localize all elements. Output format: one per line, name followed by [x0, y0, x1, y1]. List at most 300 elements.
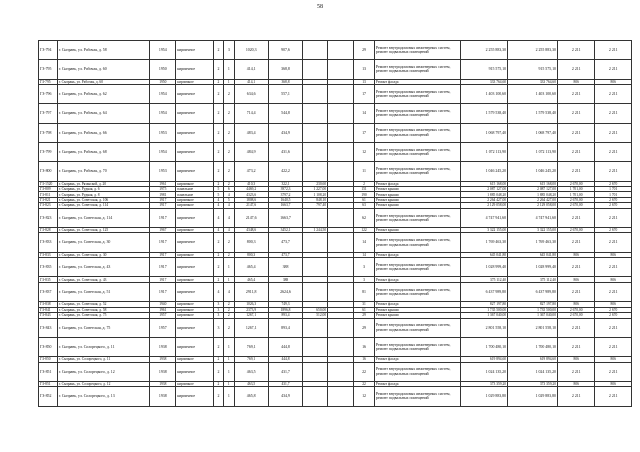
total-area-cell: 634,6	[234, 85, 268, 104]
material-cell: кирпичное	[176, 123, 213, 142]
unit-rate-cell: 2 211	[558, 337, 595, 356]
material-cell: кирпичное	[176, 181, 213, 186]
floors-cell: 2	[213, 362, 223, 381]
unit-rate-limit-cell: 2 211	[595, 208, 632, 227]
work-type-cell: Ремонт фасада	[374, 381, 460, 386]
table-row	[39, 258, 632, 277]
building-id-cell: ГЗ-799	[39, 142, 58, 161]
material-cell: панельное	[176, 192, 213, 197]
building-id-cell: ГЗ-794	[39, 41, 58, 60]
material-cell: кирпичное	[176, 142, 213, 161]
floors-cell: 4	[213, 197, 223, 202]
cost-cell: 827 197,80	[461, 302, 508, 307]
work-type-cell: Ремонт крыши	[374, 228, 460, 233]
living-area-cell: 473,7	[268, 233, 302, 252]
living-area-cell: 1663,7	[268, 208, 302, 227]
building-id-cell: ГЗ-835	[39, 258, 58, 277]
unit-rate-limit-cell: 806	[595, 277, 632, 282]
living-area-cell: 444,8	[268, 337, 302, 356]
living-area-cell: 368,8	[268, 79, 302, 84]
cost-cell: 3 322 155,00	[461, 228, 508, 233]
cost-total-cell: 2 264 427,00	[508, 197, 558, 202]
unit-rate-limit-cell: 806	[595, 381, 632, 386]
building-id-cell: ГЗ-851	[39, 381, 58, 386]
cost-total-cell: 1 024 135,20	[508, 362, 558, 381]
table-row	[39, 233, 632, 252]
work-type-cell: Ремонт внутридомовых инженерных систем, ремонт подвальных помещений	[374, 85, 460, 104]
residents-cell: 11	[354, 162, 375, 181]
roof-area-cell: 230,60	[303, 181, 328, 186]
living-area-cell: 473,7	[268, 252, 302, 257]
living-area-cell: 3972,3	[268, 186, 302, 191]
building-id-cell: ГЗ-850	[39, 357, 58, 362]
roof-area-cell	[303, 41, 328, 60]
floors-cell: 4	[213, 228, 223, 233]
material-cell: кирпичное	[176, 282, 213, 301]
unit-rate-cell: 806	[558, 302, 595, 307]
total-area-cell: 4323,6	[234, 192, 268, 197]
work-type-cell: Ремонт фасада	[374, 277, 460, 282]
entrances-cell: 2	[224, 181, 234, 186]
extra-cell	[328, 85, 354, 104]
work-type-cell: Ремонт внутридомовых инженерных систем, ремонт подвальных помещений	[374, 387, 460, 406]
living-area-cell: 434,9	[268, 387, 302, 406]
address-cell: г. Сызрань, ул. Рудная, д. 6	[57, 186, 150, 191]
material-cell: кирпичное	[176, 387, 213, 406]
floors-cell: 2	[213, 162, 223, 181]
year-cell: 1917	[150, 203, 176, 208]
address-cell: г. Сызрань, ул. Советская, д. 114	[57, 203, 150, 208]
cost-cell: 1 700 480,10	[461, 337, 508, 356]
unit-rate-limit-cell: 2 670	[595, 203, 632, 208]
unit-rate-limit-cell: 1 701	[595, 186, 632, 191]
cost-total-cell: 1 403 100,60	[508, 85, 558, 104]
unit-rate-cell: 2 670,00	[558, 203, 595, 208]
address-cell: г. Сызрань, ул. Советская, д. 30	[57, 252, 150, 257]
unit-rate-limit-cell: 2 211	[595, 104, 632, 123]
living-area-cell: 544,8	[268, 104, 302, 123]
residents-cell: 17	[354, 123, 375, 142]
table-body	[39, 41, 632, 407]
cost-cell: 1 029 883,80	[461, 387, 508, 406]
work-type-cell: Ремонт внутридомовых инженерных систем, ремонт подвальных помещений	[374, 162, 460, 181]
residents-cell: 14	[354, 233, 375, 252]
entrances-cell: 1	[224, 381, 234, 386]
cost-cell: 1 072 113,90	[461, 142, 508, 161]
address-cell: г. Сызрань, ул. Советская, д. 30	[57, 233, 150, 252]
year-cell: 1981	[150, 192, 176, 197]
work-type-cell: Ремонт внутридомовых инженерных систем, ремонт подвальных помещений	[374, 318, 460, 337]
building-id-cell: ГЗ-797	[39, 104, 58, 123]
unit-rate-cell: 806	[558, 79, 595, 84]
living-area-cell: 749,3	[268, 302, 302, 307]
cost-total-cell: 2 801 558,10	[508, 318, 558, 337]
cost-total-cell: 1 769 463,30	[508, 233, 558, 252]
unit-rate-cell: 2 670,00	[558, 307, 595, 312]
roof-area-cell	[303, 362, 328, 381]
living-area-cell: 893,4	[268, 318, 302, 337]
building-id-cell: ГЗ-795	[39, 79, 58, 84]
work-type-cell: Ремонт внутридомовых инженерных систем, ремонт подвальных помещений	[374, 41, 460, 60]
table-row	[39, 208, 632, 227]
cost-total-cell: 1 367 040,00	[508, 313, 558, 318]
work-type-cell: Ремонт крыши	[374, 203, 460, 208]
roof-area-cell: 1 227,00	[303, 186, 328, 191]
roof-area-cell	[303, 282, 328, 301]
cost-cell: 1 068 797,40	[461, 123, 508, 142]
material-cell: кирпичное	[176, 79, 213, 84]
year-cell: 1917	[150, 233, 176, 252]
building-id-cell: ГЗ-828	[39, 228, 58, 233]
residents-cell: 13	[354, 60, 375, 79]
residents-cell: 61	[354, 307, 375, 312]
floors-cell: 2	[213, 277, 223, 282]
living-area-cell: 431,7	[268, 381, 302, 386]
roof-area-cell	[303, 142, 328, 161]
extra-cell	[328, 233, 354, 252]
total-area-cell: 2147,6	[234, 208, 268, 227]
extra-cell	[328, 208, 354, 227]
living-area-cell: 388	[268, 258, 302, 277]
cost-cell: 4 747 941,60	[461, 208, 508, 227]
total-area-cell: 1020,3	[234, 41, 268, 60]
entrances-cell: 4	[224, 228, 234, 233]
address-cell: г. Сызрань, ул. Рабочая, д. 66	[57, 123, 150, 142]
address-cell: г. Сызрань, ул. Советская, д. 125	[57, 228, 150, 233]
residents-cell: 16	[354, 337, 375, 356]
unit-rate-cell: 2 211	[558, 142, 595, 161]
work-type-cell: Ремонт крыши	[374, 307, 460, 312]
living-area-cell: 1640,5	[268, 197, 302, 202]
total-area-cell: 769,1	[234, 337, 268, 356]
unit-rate-cell: 2 670,00	[558, 197, 595, 202]
unit-rate-cell: 2 670,00	[558, 181, 595, 186]
residents-cell: 3	[354, 258, 375, 277]
total-area-cell: 410,3	[234, 181, 268, 186]
residents-cell: 14	[354, 104, 375, 123]
roof-area-cell	[303, 104, 328, 123]
extra-cell	[328, 362, 354, 381]
cost-cell: 2 801 558,10	[461, 318, 508, 337]
total-area-cell: 2911,8	[234, 282, 268, 301]
material-cell: кирпичное	[176, 381, 213, 386]
year-cell: 1954	[150, 142, 176, 161]
entrances-cell: 4	[224, 208, 234, 227]
repair-program-table	[38, 40, 632, 407]
material-cell: кирпичное	[176, 228, 213, 233]
roof-area-cell: 650,00	[303, 307, 328, 312]
total-area-cell: 414,1	[234, 79, 268, 84]
material-cell: панельное	[176, 186, 213, 191]
extra-cell	[328, 142, 354, 161]
cost-total-cell: 373 359,20	[508, 381, 558, 386]
floors-cell: 3	[213, 313, 223, 318]
extra-cell	[328, 41, 354, 60]
floors-cell: 3	[213, 302, 223, 307]
unit-rate-limit-cell: 1 701	[595, 192, 632, 197]
cost-cell: 1 367 040,00	[461, 313, 508, 318]
year-cell: 1938	[150, 362, 176, 381]
address-cell: г. Сызрань, ул. Советская, д. 43	[57, 258, 150, 277]
cost-cell: 1 579 538,40	[461, 104, 508, 123]
total-area-cell: 800,3	[234, 233, 268, 252]
cost-total-cell: 375 112,40	[508, 277, 558, 282]
residents-cell: 63	[354, 203, 375, 208]
material-cell: кирпичное	[176, 313, 213, 318]
unit-rate-cell: 2 211	[558, 318, 595, 337]
cost-cell: 333 764,60	[461, 79, 508, 84]
unit-rate-cell: 2 211	[558, 60, 595, 79]
building-id-cell: ГЗ-843	[39, 318, 58, 337]
floors-cell: 3	[213, 318, 223, 337]
residents-cell: 17	[354, 85, 375, 104]
material-cell: кирпичное	[176, 337, 213, 356]
entrances-cell: 3	[224, 41, 234, 60]
building-id-cell: ГЗ-800	[39, 162, 58, 181]
unit-rate-cell: 2 211	[558, 41, 595, 60]
cost-cell: 375 112,40	[461, 277, 508, 282]
entrances-cell: 1	[224, 258, 234, 277]
building-id-cell: ГЗ-833	[39, 252, 58, 257]
year-cell: 1917	[150, 258, 176, 277]
living-area-cell: 1663,7	[268, 203, 302, 208]
year-cell: 1917	[150, 282, 176, 301]
entrances-cell: 1	[224, 277, 234, 282]
entrances-cell: 2	[224, 307, 234, 312]
unit-rate-cell: 806	[558, 381, 595, 386]
unit-rate-cell: 2 670,00	[558, 228, 595, 233]
building-id-cell: ГЗ-823	[39, 208, 58, 227]
cost-total-cell: 1 700 480,10	[508, 337, 558, 356]
total-area-cell: 2147,6	[234, 203, 268, 208]
material-cell: кирпичное	[176, 277, 213, 282]
residents-cell: 22	[354, 381, 375, 386]
work-type-cell: Ремонт крыши	[374, 186, 460, 191]
work-type-cell: Ремонт внутридомовых инженерных систем, ремонт подвальных помещений	[374, 208, 460, 227]
table-row	[39, 60, 632, 79]
year-cell: 1938	[150, 357, 176, 362]
building-id-cell: ГЗ-835	[39, 277, 58, 282]
floors-cell: 3	[213, 307, 223, 312]
residents-cell: 12	[354, 142, 375, 161]
building-id-cell: ГЗ-1520	[39, 181, 58, 186]
entrances-cell: 6	[224, 186, 234, 191]
entrances-cell: 2	[224, 252, 234, 257]
unit-rate-cell: 806	[558, 277, 595, 282]
work-type-cell: Ремонт фасада	[374, 181, 460, 186]
unit-rate-limit-cell: 2 211	[595, 362, 632, 381]
unit-rate-limit-cell: 806	[595, 252, 632, 257]
table-row	[39, 282, 632, 301]
floors-cell: 4	[213, 208, 223, 227]
table-row	[39, 162, 632, 181]
floors-cell: 2	[213, 381, 223, 386]
year-cell: 1954	[150, 85, 176, 104]
roof-area-cell	[303, 387, 328, 406]
entrances-cell: 2	[224, 123, 234, 142]
living-area-cell: 434,9	[268, 123, 302, 142]
unit-rate-limit-cell: 2 670	[595, 228, 632, 233]
material-cell: кирпичное	[176, 362, 213, 381]
work-type-cell: Ремонт внутридомовых инженерных систем, ремонт подвальных помещений	[374, 60, 460, 79]
living-area-cell: 2624,6	[268, 282, 302, 301]
residents-cell: 16	[354, 357, 375, 362]
cost-cell: 1 046 245,20	[461, 162, 508, 181]
unit-rate-limit-cell: 2 670	[595, 197, 632, 202]
table-row	[39, 41, 632, 60]
floors-cell: 4	[213, 282, 223, 301]
address-cell: г. Сызрань, ул. Солорецкого, д. 11	[57, 357, 150, 362]
living-area-cell: 388	[268, 277, 302, 282]
cost-cell: 6 437 989,80	[461, 282, 508, 301]
total-area-cell: 463,5	[234, 381, 268, 386]
work-type-cell: Ремонт внутридомовых инженерных систем, ремонт подвальных помещений	[374, 104, 460, 123]
extra-cell	[328, 387, 354, 406]
address-cell: г. Сызрань, ул. Советская, д. 43	[57, 277, 150, 282]
work-type-cell: Ремонт фасада	[374, 357, 460, 362]
year-cell: 1957	[150, 313, 176, 318]
address-cell: г. Сызрань, ул. Рабочая, д. 58	[57, 41, 150, 60]
address-cell: г. Сызрань, ул. Солорецкого, д. 12	[57, 362, 150, 381]
unit-rate-limit-cell: 806	[595, 357, 632, 362]
table-row	[39, 142, 632, 161]
cost-total-cell: 1 046 245,20	[508, 162, 558, 181]
cost-total-cell: 615 168,00	[508, 181, 558, 186]
year-cell: 1950	[150, 60, 176, 79]
material-cell: кирпичное	[176, 162, 213, 181]
living-area-cell: 893,4	[268, 313, 302, 318]
work-type-cell: Ремонт внутридомовых инженерных систем, ремонт подвальных помещений	[374, 337, 460, 356]
residents-cell: 3	[354, 277, 375, 282]
living-area-cell: 444,8	[268, 357, 302, 362]
unit-rate-limit-cell: 2 211	[595, 233, 632, 252]
roof-area-cell	[303, 233, 328, 252]
year-cell: 1953	[150, 123, 176, 142]
entrances-cell: 2	[224, 85, 234, 104]
building-id-cell: ГЗ-851	[39, 362, 58, 381]
year-cell: 1953	[150, 162, 176, 181]
table-row	[39, 318, 632, 337]
living-area-cell: 3452,1	[268, 228, 302, 233]
cost-cell: 2 087 127,00	[461, 186, 508, 191]
roof-area-cell	[303, 60, 328, 79]
address-cell: г. Сызрань, ул. Советская, д. 106	[57, 197, 150, 202]
material-cell: кирпичное	[176, 233, 213, 252]
cost-total-cell: 1 579 538,40	[508, 104, 558, 123]
unit-rate-cell: 2 211	[558, 362, 595, 381]
extra-cell	[328, 123, 354, 142]
entrances-cell: 2	[224, 318, 234, 337]
address-cell: г. Сызрань, ул. Советская, д. 75	[57, 318, 150, 337]
total-area-cell: 463,5	[234, 362, 268, 381]
residents-cell: 13	[354, 79, 375, 84]
cost-total-cell: 1 028 999,40	[508, 258, 558, 277]
floors-cell: 2	[213, 252, 223, 257]
cost-total-cell: 333 764,60	[508, 79, 558, 84]
floors-cell: 2	[213, 104, 223, 123]
cost-total-cell: 1 029 883,80	[508, 387, 558, 406]
cost-cell: 1 024 135,20	[461, 362, 508, 381]
entrances-cell: 1	[224, 337, 234, 356]
floors-cell: 2	[213, 387, 223, 406]
floors-cell: 2	[213, 60, 223, 79]
material-cell: кирпичное	[176, 203, 213, 208]
building-id-cell: ГЗ-838	[39, 302, 58, 307]
floors-cell: 2	[213, 357, 223, 362]
entrances-cell: 1	[224, 79, 234, 84]
unit-rate-limit-cell: 2 670	[595, 181, 632, 186]
cost-cell: 1 403 100,60	[461, 85, 508, 104]
floors-cell: 2	[213, 337, 223, 356]
work-type-cell: Ремонт внутридомовых инженерных систем, ремонт подвальных помещений	[374, 123, 460, 142]
roof-area-cell	[303, 318, 328, 337]
unit-rate-limit-cell: 2 211	[595, 162, 632, 181]
living-area-cell: 368,8	[268, 60, 302, 79]
entrances-cell: 4	[224, 192, 234, 197]
table-row	[39, 387, 632, 406]
year-cell: 1967	[150, 228, 176, 233]
floors-cell: 2	[213, 233, 223, 252]
material-cell: кирпичное	[176, 307, 213, 312]
building-id-cell: ГЗ-823	[39, 203, 58, 208]
work-type-cell: Ремонт внутридомовых инженерных систем, ремонт подвальных помещений	[374, 258, 460, 277]
address-cell: г. Сызрань, ул. Рабочая, д. 68	[57, 142, 150, 161]
cost-total-cell: 619 894,60	[508, 357, 558, 362]
work-type-cell: Ремонт крыши	[374, 197, 460, 202]
cost-total-cell: 1 068 797,40	[508, 123, 558, 142]
roof-area-cell	[303, 258, 328, 277]
floors-cell: 2	[213, 85, 223, 104]
extra-cell	[328, 258, 354, 277]
building-id-cell: ГЗ-811	[39, 192, 58, 197]
roof-area-cell	[303, 337, 328, 356]
year-cell: 1975	[150, 186, 176, 191]
work-type-cell: Ремонт внутридомовых инженерных систем, ремонт подвальных помещений	[374, 362, 460, 381]
cost-cell: 1 885 048,20	[461, 192, 508, 197]
address-cell: г. Сызрань, ул. Советская, д. 114	[57, 208, 150, 227]
address-cell: г. Сызрань, ул. Советская, д. 75	[57, 313, 150, 318]
total-area-cell: 4469,2	[234, 186, 268, 191]
work-type-cell: Ремонт внутридомовых инженерных систем, ремонт подвальных помещений	[374, 142, 460, 161]
entrances-cell: 2	[224, 302, 234, 307]
address-cell: г. Сызрань, ул. Солорецкого, д. 11	[57, 337, 150, 356]
unit-rate-cell: 2 211	[558, 282, 595, 301]
cost-total-cell: 1 072 113,90	[508, 142, 558, 161]
material-cell: кирпичное	[176, 85, 213, 104]
residents-cell: 151	[354, 186, 375, 191]
cost-cell: 2 129 058,00	[461, 203, 508, 208]
material-cell: кирпичное	[176, 302, 213, 307]
living-area-cell: 907,6	[268, 41, 302, 60]
entrances-cell: 1	[224, 60, 234, 79]
entrances-cell: 1	[224, 362, 234, 381]
material-cell: кирпичное	[176, 258, 213, 277]
unit-rate-limit-cell: 2 211	[595, 318, 632, 337]
cost-cell: 1 028 999,40	[461, 258, 508, 277]
address-cell: г. Сызрань, ул. Рязанской, д. 20	[57, 181, 150, 186]
living-area-cell: 431,7	[268, 362, 302, 381]
address-cell: г. Сызрань, ул. Рабочая, д. 64	[57, 104, 150, 123]
work-type-cell: Ремонт внутридомовых инженерных систем, ремонт подвальных помещений	[374, 282, 460, 301]
extra-cell	[328, 318, 354, 337]
cost-total-cell: 2 255 883,30	[508, 41, 558, 60]
page-number: 58	[317, 4, 323, 10]
table-row	[39, 104, 632, 123]
address-cell: г. Сызрань, ул. Советская, д. 58	[57, 307, 150, 312]
total-area-cell: 1267,1	[234, 313, 268, 318]
unit-rate-limit-cell: 2 211	[595, 387, 632, 406]
material-cell: кирпичное	[176, 208, 213, 227]
